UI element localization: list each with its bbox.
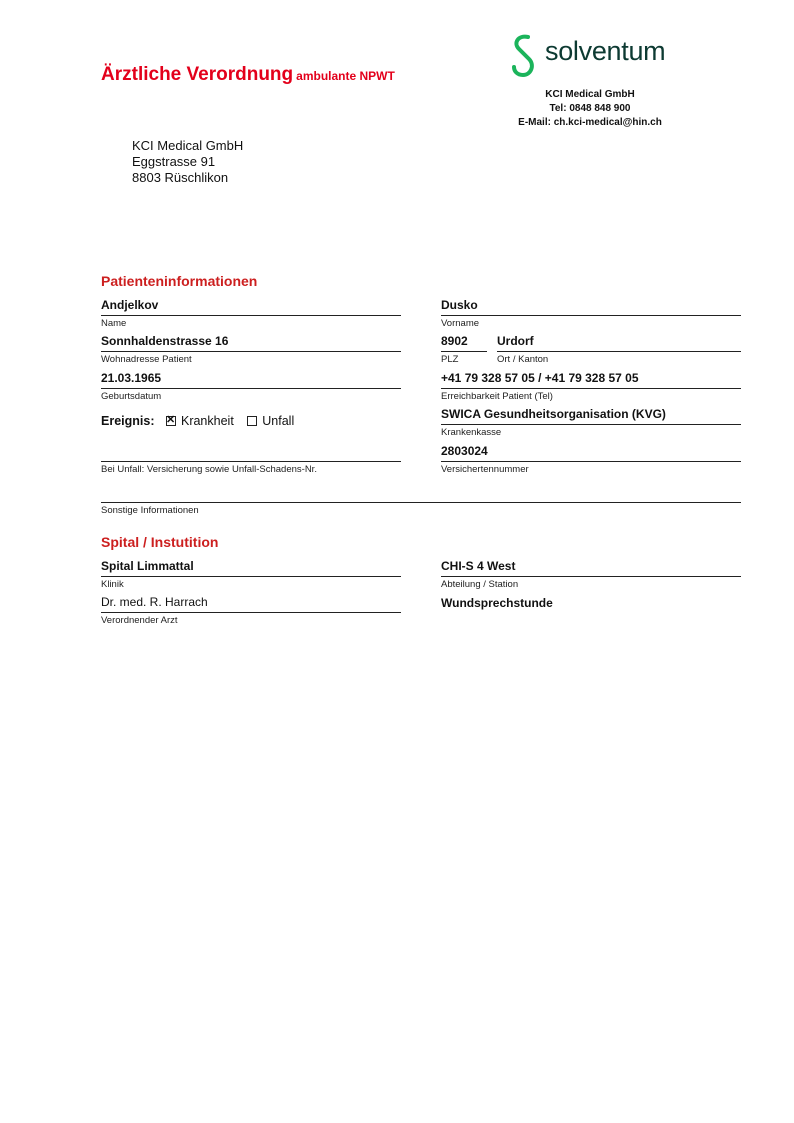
insurer-line	[441, 424, 741, 425]
contact-email: E-Mail: ch.kci-medical@hin.ch	[518, 117, 662, 128]
ort-value[interactable]: Urdorf	[497, 334, 534, 348]
event-option-unfall[interactable]	[247, 414, 294, 428]
clinic-label: Klinik	[101, 579, 124, 590]
contact-block	[480, 88, 700, 130]
phone-label: Erreichbarkeit Patient (Tel)	[441, 391, 553, 402]
other-info-line	[101, 502, 741, 503]
insured-number-line	[441, 461, 741, 462]
plz-label: PLZ	[441, 354, 459, 365]
name-label: Name	[101, 318, 127, 329]
doctor-line	[101, 612, 401, 613]
department-value[interactable]: CHI-S 4 West	[441, 559, 516, 573]
birthdate-value[interactable]: 21.03.1965	[101, 371, 162, 385]
title-main: Ärztliche Verordnung	[101, 64, 294, 85]
contact-tel: Tel: 0848 848 900	[549, 103, 631, 114]
event-selector	[101, 414, 304, 428]
recipient-line: 8803 Rüschlikon	[132, 170, 229, 185]
vorname-value[interactable]: Dusko	[441, 298, 478, 312]
patient-section-title: Patienteninformationen	[101, 273, 258, 289]
recipient-address	[132, 138, 243, 186]
insured-number-label: Versichertennummer	[441, 464, 529, 475]
name-value[interactable]: Andjelkov	[101, 298, 159, 312]
clinic-line	[101, 576, 401, 577]
event-label: Ereignis:	[101, 414, 155, 428]
recipient-line: KCI Medical GmbH	[132, 138, 244, 153]
event-option-label: Krankheit	[180, 414, 234, 428]
title-subtitle: ambulante NPWT	[296, 69, 395, 83]
accident-insurance-line	[101, 461, 401, 462]
station-extra-value[interactable]: Wundsprechstunde	[441, 596, 553, 610]
address-value[interactable]: Sonnhaldenstrasse 16	[101, 334, 229, 348]
other-info-label: Sonstige Informationen	[101, 505, 199, 516]
vorname-line	[441, 315, 741, 316]
checkbox-empty-icon[interactable]	[247, 416, 257, 426]
department-label: Abteilung / Station	[441, 579, 519, 590]
event-option-label: Unfall	[262, 414, 295, 428]
checkbox-checked-icon[interactable]	[166, 416, 176, 426]
department-line	[441, 576, 741, 577]
clinic-value[interactable]: Spital Limmattal	[101, 559, 194, 573]
solventum-logo-icon	[510, 33, 540, 79]
insured-number-value[interactable]: 2803024	[441, 444, 488, 458]
recipient-line: Eggstrasse 91	[132, 154, 216, 169]
doctor-value[interactable]: Dr. med. R. Harrach	[101, 595, 208, 609]
phone-line	[441, 388, 741, 389]
name-line	[101, 315, 401, 316]
vorname-label: Vorname	[441, 318, 480, 329]
insurer-label: Krankenkasse	[441, 427, 502, 438]
event-option-krankheit[interactable]	[166, 414, 234, 428]
doctor-label: Verordnender Arzt	[101, 615, 178, 626]
solventum-logo	[510, 33, 690, 79]
document-title	[101, 64, 395, 86]
address-label: Wohnadresse Patient	[101, 354, 192, 365]
insurer-value[interactable]: SWICA Gesundheitsorganisation (KVG)	[441, 407, 666, 421]
contact-company: KCI Medical GmbH	[545, 89, 635, 100]
ort-label: Ort / Kanton	[497, 354, 549, 365]
ort-line	[497, 351, 741, 352]
hospital-section-title: Spital / Instutition	[101, 534, 219, 550]
brand-name: solventum	[545, 36, 666, 66]
birthdate-label: Geburtsdatum	[101, 391, 162, 402]
accident-insurance-label: Bei Unfall: Versicherung sowie Unfall-Schadens-Nr.	[101, 464, 317, 475]
plz-value[interactable]: 8902	[441, 334, 468, 348]
phone-value[interactable]: +41 79 328 57 05 / +41 79 328 57 05	[441, 371, 639, 385]
birthdate-line	[101, 388, 401, 389]
plz-line	[441, 351, 487, 352]
address-line	[101, 351, 401, 352]
